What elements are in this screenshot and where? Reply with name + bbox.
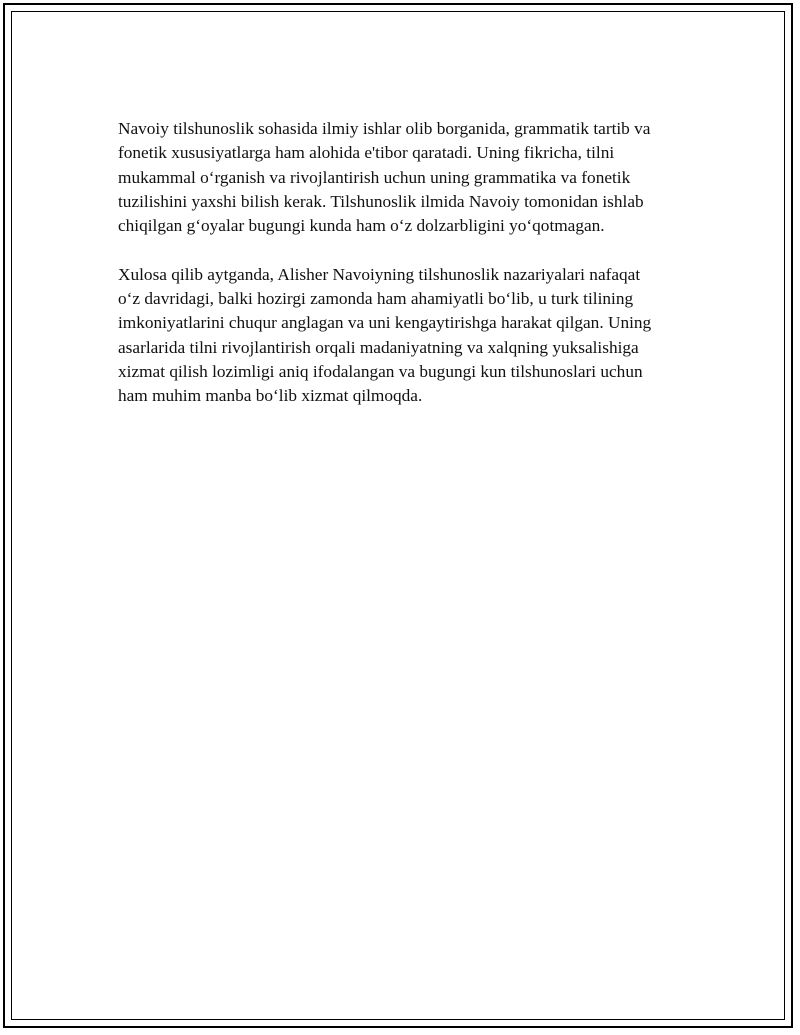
text-line: xizmat qilish lozimligi aniq ifodalangan va bugungi kun tilshunoslari uchun — [118, 361, 643, 381]
text-line: tuzilishini yaxshi bilish kerak. Tilshunoslik ilmida Navoiy tomonidan ishlab — [118, 191, 644, 211]
paragraph-1 — [118, 117, 698, 238]
text-line: chiqilgan g‘oyalar bugungi kunda ham o‘z dolzarbligini yo‘qotmagan. — [118, 216, 605, 236]
document-body — [118, 117, 698, 433]
text-line: imkoniyatlarini chuqur anglagan va uni kengaytirishga harakat qilgan. Uning — [118, 313, 652, 333]
text-line: Navoiy tilshunoslik sohasida ilmiy ishlar olib borganida, grammatik tartib va — [118, 119, 651, 138]
text-line: mukammal o‘rganish va rivojlantirish uchun uning grammatika va fonetik — [118, 167, 631, 187]
text-line: fonetik xususiyatlarga ham alohida e'tibor qaratadi. Uning fikricha, tilni — [118, 143, 615, 163]
text-line: Xulosa qilib aytganda, Alisher Navoiyning tilshunoslik nazariyalari nafaqat — [118, 264, 641, 284]
text-line: o‘z davridagi, balki hozirgi zamonda ham ahamiyatli bo‘lib, u turk tilining — [118, 289, 634, 309]
text-line: ham muhim manba bo‘lib xizmat qilmoqda. — [118, 386, 423, 406]
paragraph-2 — [118, 263, 698, 409]
text-line: asarlarida tilni rivojlantirish orqali madaniyatning va xalqning yuksalishiga — [118, 337, 639, 357]
